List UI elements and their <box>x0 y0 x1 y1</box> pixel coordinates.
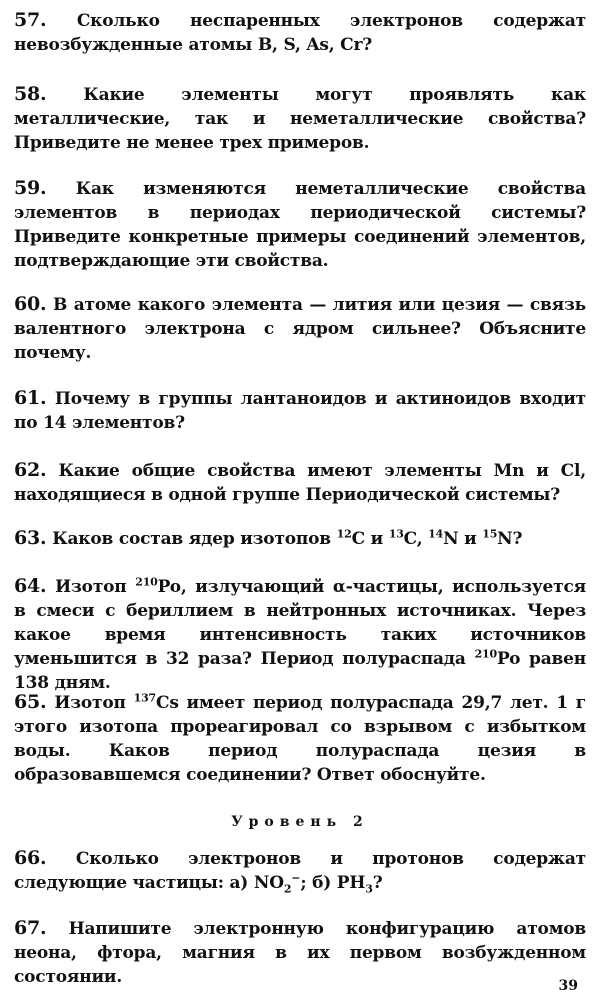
question-number: 64. <box>14 575 47 597</box>
question-number: 58. <box>14 83 47 105</box>
question-number: 62. <box>14 459 47 481</box>
question-number: 66. <box>14 847 47 869</box>
question-61 <box>14 386 586 435</box>
question-number: 59. <box>14 177 47 199</box>
question-65 <box>14 690 586 787</box>
question-text: Сколько неспаренных электронов содержат невозбужденные атомы B, S, As, Cr? <box>14 11 587 55</box>
question-number: 57. <box>14 9 47 31</box>
question-text: В атоме какого элемента — лития или цезия — связь валентного электрона с ядром сильнее? Объясните почему. <box>14 295 586 363</box>
question-59 <box>14 176 586 273</box>
page-number: 39 <box>558 978 578 994</box>
question-67 <box>14 916 586 989</box>
question-text: Изотоп $^{137}$Cs имеет период полураспада 29,7 лет. 1 г этого изотопа прореагировал со взрывом с избытком воды. Каков период полураспада цезия в образовавшемся соединении? Ответ обоснуйте. <box>14 691 586 785</box>
question-63 <box>14 526 586 551</box>
question-number: 65. <box>14 691 47 713</box>
question-57 <box>14 8 586 57</box>
question-text: Изотоп $^{210}$Po, излучающий α-частицы, используется в смеси с бериллием в нейтронных источниках. Через какое время интенсивность таких источников уменьшится в 32 раза? Период полураспада $^{210}$Po равен 138 дням. <box>14 575 587 693</box>
question-text: Как изменяются неметаллические свойства элементов в периодах периодической системы? Приведите конкретные примеры соединений элементов, подтверждающие эти свойства. <box>14 179 586 271</box>
question-58 <box>14 82 586 155</box>
question-number: 61. <box>14 387 47 409</box>
question-text: Каков состав ядер изотопов $^{12}$C и $^{13}$C, $^{14}$N и $^{15}$N? <box>52 527 523 549</box>
question-text: Какие общие свойства имеют элементы Mn и Cl, находящиеся в одной группе Периодической системы? <box>14 461 586 505</box>
question-number: 63. <box>14 527 47 549</box>
question-66 <box>14 846 586 895</box>
question-text: Почему в группы лантаноидов и актиноидов входит по 14 элементов? <box>14 389 586 433</box>
question-text: Сколько электронов и протонов содержат следующие частицы: а) $NO_2^-$; б) $PH_3$? <box>14 849 587 896</box>
question-60 <box>14 292 586 365</box>
question-number: 67. <box>14 917 47 939</box>
question-text: Напишите электронную конфигурацию атомов неона, фтора, магния в их первом возбужденном состоянии. <box>14 919 587 987</box>
question-number: 60. <box>14 293 47 315</box>
question-text: Какие элементы могут проявлять как металлические, так и неметаллические свойства? Приведите не менее трех примеров. <box>14 85 586 153</box>
question-64 <box>14 574 586 695</box>
question-62 <box>14 458 586 507</box>
level-heading: Уровень 2 <box>231 814 369 830</box>
